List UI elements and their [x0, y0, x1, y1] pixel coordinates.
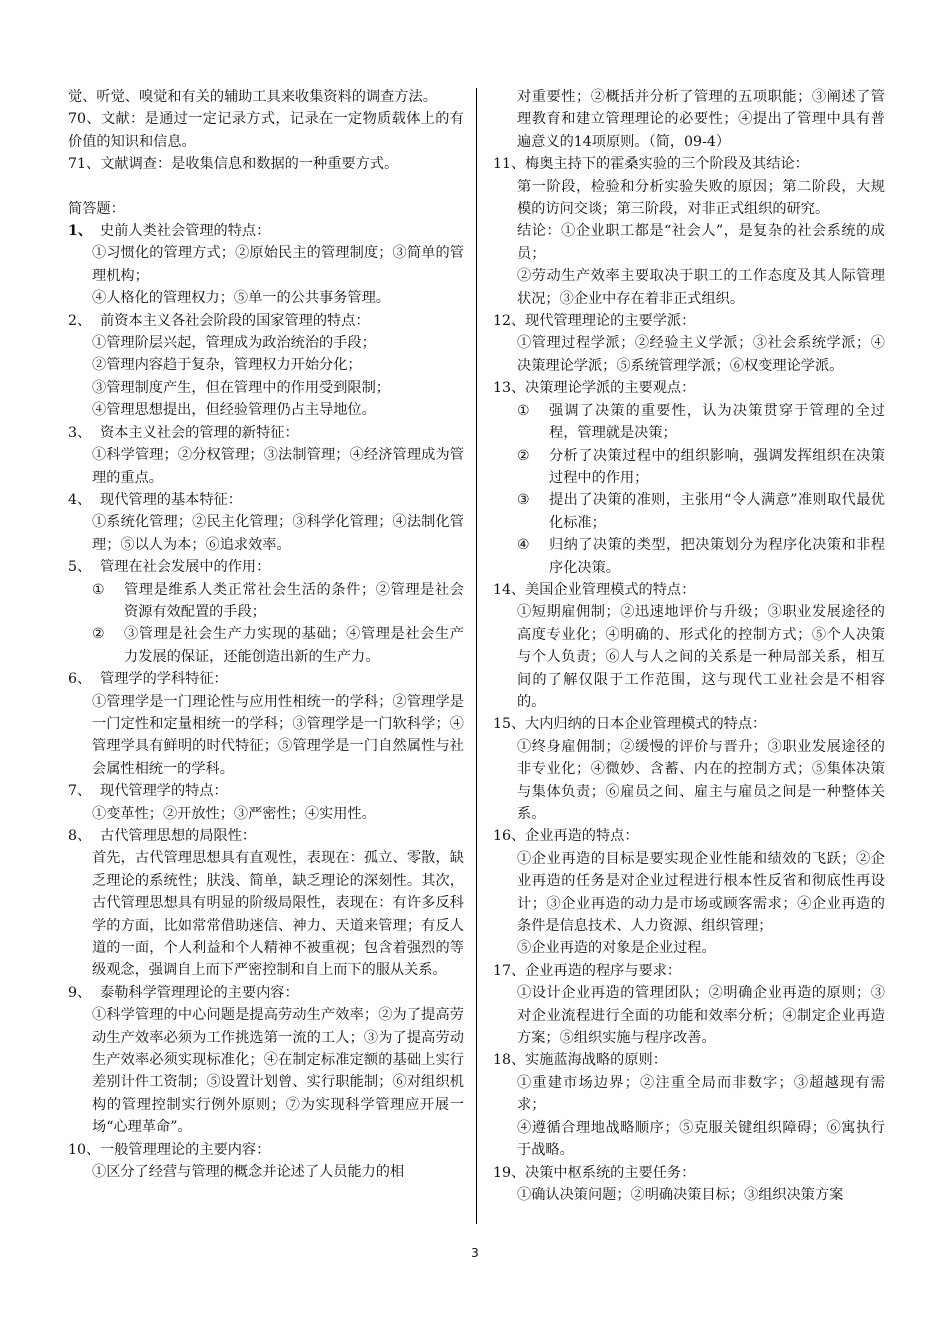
answer-text: ①习惯化的管理方式；②原始民主的管理制度；③简单的管理机构；	[92, 245, 464, 284]
question-1	[68, 220, 464, 242]
answer-text: ①管理学是一门理论性与应用性相统一的学科；②管理学是一门定性和定量相统一的学科；③管理学是一门软科学；④管理学具有鲜明的时代特征；⑤管理学是一门自然属性与社会属性相统一的学科。	[92, 693, 464, 777]
answer-text: ④管理思想提出，但经验管理仍占主导地位。	[92, 402, 376, 419]
question-number: 16、	[493, 828, 526, 845]
answer-text: ①系统化管理；②民主化管理；③科学化管理；④法制化管理；⑤以人为本；⑥追求效率。	[92, 514, 464, 553]
question-17	[493, 960, 885, 982]
question-number: 1、	[68, 223, 93, 240]
question-number: 11、	[493, 156, 526, 173]
question-title: 泰勒科学管理理论的主要内容：	[100, 984, 299, 1001]
question-8	[68, 825, 464, 847]
definition-71: 71、文献调查：是收集信息和数据的一种重要方式。	[68, 156, 399, 173]
question-number: 18、	[493, 1052, 526, 1069]
section-title: 简答题：	[68, 200, 125, 217]
answer-text: ④人格化的管理权力；⑤单一的公共事务管理。	[92, 290, 390, 307]
answer-text: ①科学管理；②分权管理；③法制管理；④经济管理成为管理的重点。	[92, 447, 464, 486]
answer-text: ①短期雇佣制；②迅速地评价与升级；③职业发展途径的高度专业化；④明确的、形式化的控制方式；⑤个人决策与个人负责；⑥人与人之间的关系是一种局部关系，相互间的了解仅限于工作范围，这与现代工业社会是不相容的。	[517, 604, 885, 710]
point-marker: ②	[517, 447, 530, 464]
question-title: 决策中枢系统的主要任务：	[525, 1164, 696, 1181]
question-16	[493, 825, 885, 847]
answer-text: ②劳动生产效率主要取决于职工的工作态度及其人际管理状况；③企业中存在着非正式组织。	[517, 268, 885, 307]
point-text: 强调了决策的重要性，认为决策贯穿于管理的全过程，管理就是决策；	[549, 402, 885, 442]
point-text: 管理是维系人类正常社会生活的条件；②管理是社会资源有效配置的手段；	[124, 581, 464, 620]
question-2	[68, 310, 464, 332]
question-title: 美国企业管理模式的特点：	[525, 581, 696, 598]
question-number: 12、	[493, 313, 526, 330]
question-5	[68, 556, 464, 578]
question-4	[68, 489, 464, 511]
point-marker: ①	[92, 581, 105, 598]
point-text: ③管理是社会生产力实现的基础；④管理是社会生产力发展的保证，还能创造出新的生产力。	[124, 626, 464, 665]
numbered-point	[493, 534, 885, 579]
answer-text: ①终身雇佣制；②缓慢的评价与晋升；③职业发展途径的非专业化；④微妙、含蓄、内在的控制方式；⑤集体决策与集体负责；⑥雇员之间、雇主与雇员之间是一种整体关系。	[517, 738, 885, 822]
question-number: 6、	[68, 671, 92, 688]
answer-text: ③管理制度产生，但在管理中的作用受到限制；	[92, 379, 390, 396]
question-number: 19、	[493, 1164, 526, 1181]
text-line: 觉、听觉、嗅觉和有关的辅助工具来收集资料的调查方法。	[68, 89, 437, 105]
question-number: 17、	[493, 962, 526, 979]
question-title: 一般管理理论的主要内容：	[100, 1141, 271, 1158]
answer-text: ②管理内容趋于复杂，管理权力开始分化；	[92, 357, 362, 374]
page-number: 3	[471, 1246, 479, 1260]
question-title: 实施蓝海战略的原则：	[525, 1052, 667, 1069]
answer-text: ①确认决策问题；②明确决策目标；③组织决策方案	[517, 1186, 844, 1203]
question-title: 决策理论学派的主要观点：	[525, 380, 696, 397]
numbered-point	[493, 489, 885, 534]
question-title: 管理在社会发展中的作用：	[100, 559, 271, 576]
answer-text: 结论：①企业职工都是“社会人”，是复杂的社会系统的成员；	[517, 223, 885, 262]
numbered-point	[493, 400, 885, 445]
point-text: 归纳了决策的类型，把决策划分为程序化决策和非程序化决策。	[549, 537, 885, 576]
question-12	[493, 310, 885, 332]
numbered-point	[68, 623, 464, 668]
question-title: 现代管理的基本特征：	[100, 491, 242, 508]
question-number: 14、	[493, 581, 526, 598]
definition-70: 70、文献：是通过一定记录方式，记录在一定物质载体上的有价值的知识和信息。	[68, 111, 464, 150]
question-9	[68, 982, 464, 1004]
question-title: 古代管理思想的局限性：	[100, 828, 257, 844]
answer-text: ①区分了经营与管理的概念并论述了人员能力的相	[92, 1164, 405, 1181]
question-10	[68, 1139, 464, 1161]
question-number: 3、	[68, 424, 92, 441]
question-11	[493, 153, 885, 175]
answer-text: 首先，古代管理思想具有直观性，表现在：孤立、零散，缺乏理论的系统性；肤浅、简单，缺乏理论的深刻性。其次，古代管理思想具有明显的阶级局限性，表现在：有许多反科学的方面，比如常常借助迷信、神力、天道来管理；有反人道的一面，个人利益和个人精神不被重视；包含着强烈的等级观念，强调自上而下严密控制和自上而下的服从关系。	[92, 850, 464, 979]
question-13	[493, 377, 885, 399]
point-marker: ②	[92, 626, 105, 643]
question-title: 现代管理理论的主要学派：	[525, 313, 696, 330]
answer-text: ⑤企业再造的对象是企业过程。	[517, 940, 716, 957]
question-15	[493, 713, 885, 735]
question-number: 7、	[68, 783, 92, 800]
question-number: 5、	[68, 559, 92, 576]
question-title: 前资本主义各社会阶段的国家管理的特点：	[100, 312, 370, 329]
question-title: 管理学的学科特征：	[100, 671, 228, 688]
question-title: 大内归纳的日本企业管理模式的特点：	[525, 716, 767, 733]
question-19	[493, 1162, 885, 1184]
answer-text: ①重建市场边界；②注重全局而非数字；③超越现有需求；	[517, 1074, 885, 1114]
right-column	[493, 86, 885, 1206]
question-title: 史前人类社会管理的特点：	[100, 223, 271, 240]
column-divider	[476, 88, 477, 1224]
answer-text: ①设计企业再造的管理团队；②明确企业再造的原则；③对企业流程进行全面的功能和效率分析；④制定企业再造方案；⑤组织实施与程序改善。	[517, 985, 885, 1047]
question-6	[68, 668, 464, 690]
question-title: 企业再造的特点：	[525, 828, 639, 845]
point-marker: ①	[517, 402, 530, 419]
answer-text: ④遵循合理地战略顺序；⑤克服关键组织障碍；⑥寓执行于战略。	[517, 1119, 885, 1159]
point-text: 分析了决策过程中的组织影响，强调发挥组织在决策过程中的作用；	[549, 447, 885, 486]
answer-text: 第一阶段，检验和分析实验失败的原因；第二阶段，大规模的访问交谈；第三阶段，对非正式组织的研究。	[517, 178, 885, 218]
question-14	[493, 579, 885, 601]
answer-text: ①管理阶层兴起，管理成为政治统治的手段；	[92, 335, 376, 352]
numbered-point	[493, 445, 885, 490]
question-18	[493, 1049, 885, 1071]
answer-text: ①企业再造的目标是要实现企业性能和绩效的飞跃；②企业再造的任务是对企业过程进行根本性反省和彻底性再设计；③企业再造的动力是市场或顾客需求；④企业再造的条件是信息技术、人力资源、组织管理；	[517, 850, 885, 935]
left-column	[68, 86, 464, 1184]
question-number: 4、	[68, 491, 92, 508]
question-number: 10、	[68, 1141, 101, 1158]
question-7	[68, 780, 464, 802]
question-title: 现代管理学的特点：	[100, 783, 228, 800]
question-number: 9、	[68, 984, 92, 1001]
question-title: 企业再造的程序与要求：	[525, 962, 682, 979]
question-number: 13、	[493, 380, 526, 397]
answer-text: ①管理过程学派；②经验主义学派；③社会系统学派；④决策理论学派；⑤系统管理学派；⑥权变理论学派。	[517, 335, 885, 374]
question-3	[68, 422, 464, 444]
point-text: 提出了决策的准则，主张用“令人满意”准则取代最优化标准；	[549, 492, 885, 531]
question-number: 15、	[493, 716, 526, 733]
answer-text: ①科学管理的中心问题是提高劳动生产效率；②为了提高劳动生产效率必须为工作挑选第一流的工人；③为了提高劳动生产效率必须实现标准化；④在制定标准定额的基础上实行差别计件工资制；⑤设置计划曾、实行职能制；⑥对组织机构的管理控制实行例外原则；⑦为实现科学管理应开展一场“心理革命”。	[92, 1007, 464, 1136]
question-number: 8、	[68, 828, 92, 844]
answer-text: ①变革性；②开放性；③严密性；④实用性。	[92, 805, 376, 822]
point-marker: ③	[517, 492, 530, 509]
question-number: 2、	[68, 312, 92, 329]
numbered-point	[68, 579, 464, 624]
point-marker: ④	[517, 537, 530, 554]
answer-text: 对重要性；②概括并分析了管理的五项职能；③阐述了管理教育和建立管理理论的必要性；④提出了管理中具有普遍意义的14项原则。（简，09-4）	[517, 89, 885, 150]
question-title: 资本主义社会的管理的新特征：	[100, 424, 299, 441]
question-title: 梅奥主持下的霍桑实验的三个阶段及其结论：	[525, 156, 809, 173]
